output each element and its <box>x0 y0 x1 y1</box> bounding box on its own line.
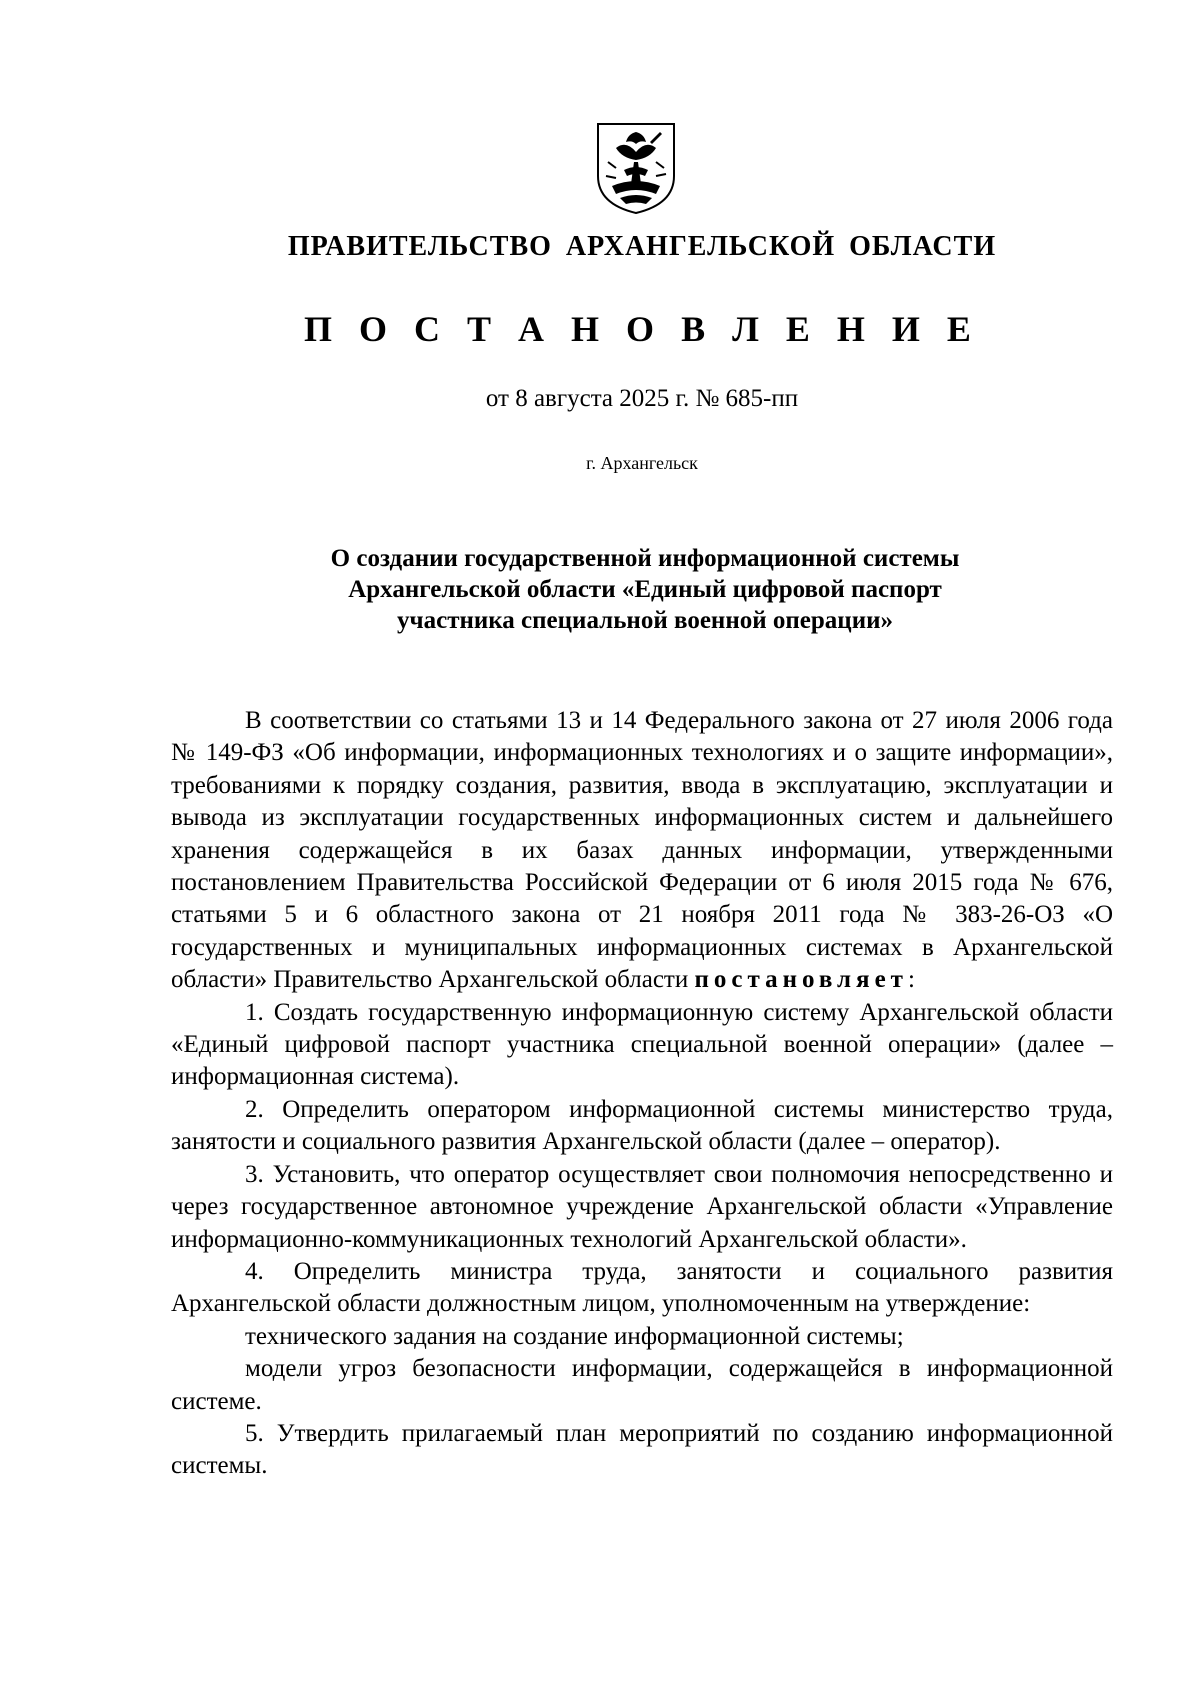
document-body <box>171 705 1113 1483</box>
preamble-text: В соответствии со статьями 13 и 14 Федерального закона от 27 июля 2006 года № 149-ФЗ «Об информации, информационных технологиях и о защите информации», требованиями к порядку создания, развития, ввода в эксплуатацию, эксплуатации и вывода из эксплуатации государственных информационных систем и дальнейшего хранения содержащейся в их базах данных информации, утвержденными постановлением Правительства Российской Федерации от 6 июля 2015 года № 676, статьями 5 и 6 областного закона от 21 ноября 2011 года № 383-26-ОЗ «О государственных и муниципальных информационных системах в Архангельской области» Правительство Архангельской области <box>171 707 1113 994</box>
document-heading <box>200 543 1090 636</box>
heading-line-3: участника специальной военной операции» <box>397 607 893 634</box>
heading-line-2: Архангельской области «Единый цифровой паспорт <box>348 576 942 603</box>
heading-line-1: О создании государственной информационной системы <box>330 545 960 572</box>
preamble-end: : <box>907 966 915 994</box>
item-4a-paragraph: технического задания на создание информационной системы; <box>245 1322 904 1350</box>
item-1-paragraph: 1. Создать государственную информационную систему Архангельской области «Единый цифровой паспорт участника специальной военной операции» (далее – информационная система). <box>171 998 1113 1091</box>
item-5-paragraph: 5. Утвердить прилагаемый план мероприятий по созданию информационной системы. <box>171 1419 1113 1480</box>
document-date-number: от 8 августа 2025 г. № 685-пп <box>485 385 799 412</box>
item-4-paragraph: 4. Определить министра труда, занятости и социального развития Архангельской области должностным лицом, уполномоченным на утверждение: <box>171 1257 1113 1318</box>
document-city: г. Архангельск <box>586 453 698 473</box>
item-4b-paragraph: модели угроз безопасности информации, содержащейся в информационной системе. <box>171 1355 1113 1415</box>
government-title: ПРАВИТЕЛЬСТВО АРХАНГЕЛЬСКОЙ ОБЛАСТИ <box>287 231 997 262</box>
coat-of-arms-icon <box>594 118 678 216</box>
preamble-paragraph <box>171 705 1113 997</box>
decree-word: постановляет <box>694 966 908 994</box>
item-3-paragraph: 3. Установить, что оператор осуществляет свои полномочия непосредственно и через государственное автономное учреждение Архангельской области «Управление информационно-коммуникационных технологий Архангельской области». <box>171 1160 1113 1253</box>
document-type: П О С Т А Н О В Л Е Н И Е <box>304 309 980 349</box>
item-2-paragraph: 2. Определить оператором информационной системы министерство труда, занятости и социального развития Архангельской области (далее – оператор). <box>171 1095 1113 1156</box>
